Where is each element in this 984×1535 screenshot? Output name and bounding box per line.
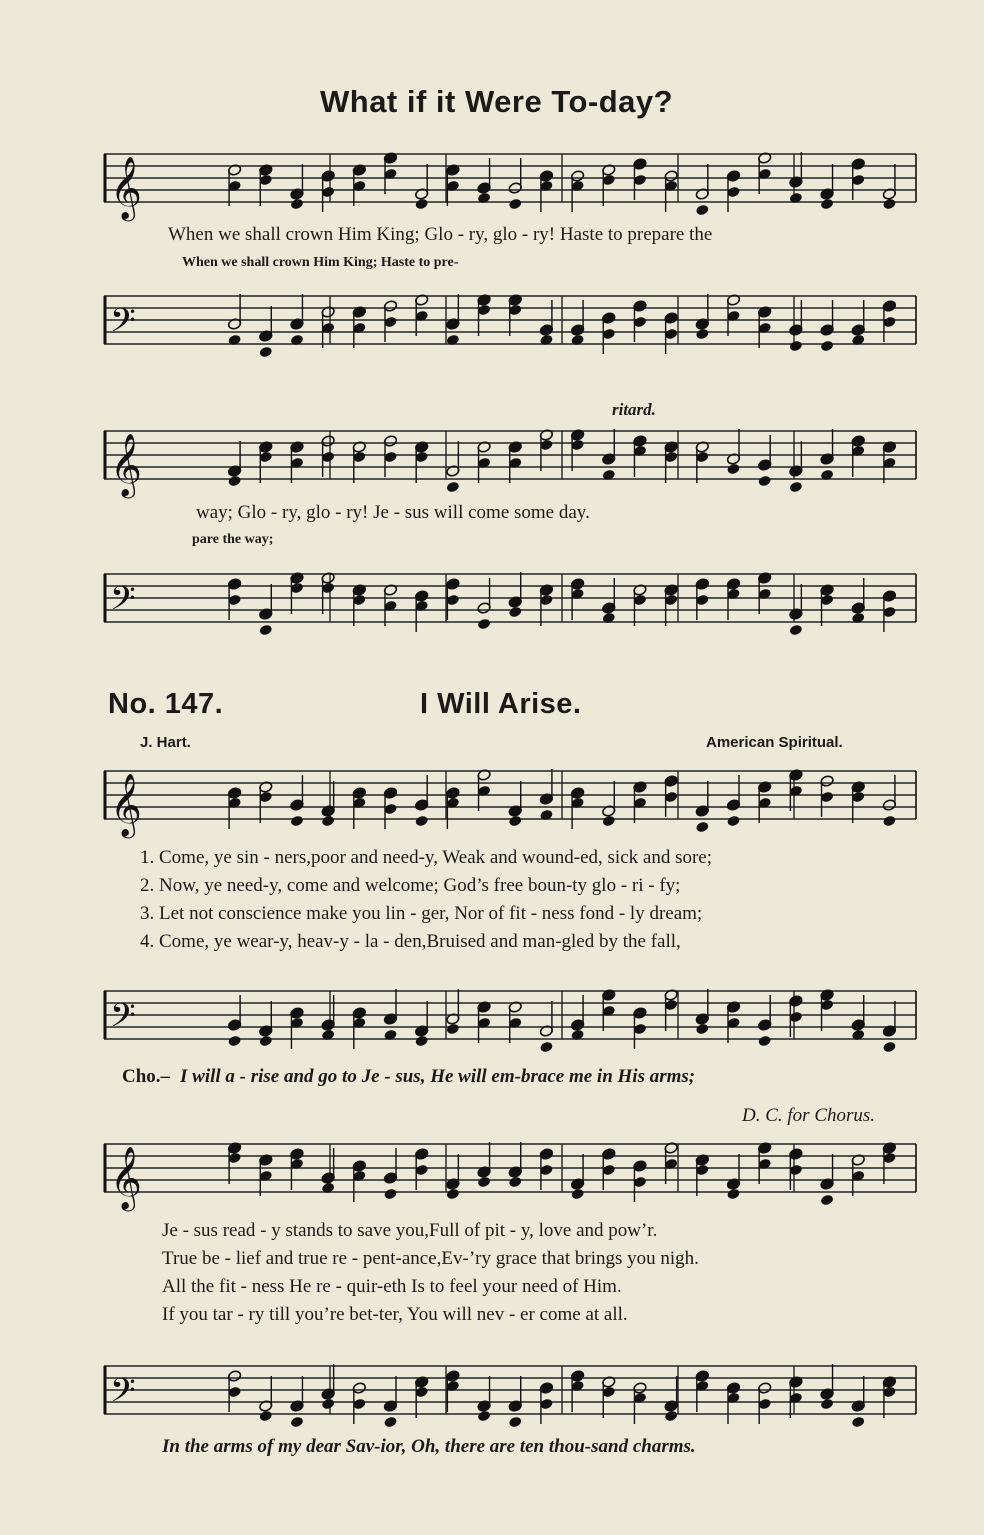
svg-text:𝄢: 𝄢 — [110, 580, 136, 626]
verse-line: 1. Come, ye sin - ners,poor and need-y, Weak and wound-ed, sick and sore; — [140, 847, 713, 868]
hymn1-tempo-ritard: ritard. — [612, 400, 656, 419]
dc-for-chorus: D. C. for Chorus. — [742, 1105, 876, 1126]
hymn2-system2-bass-staff — [104, 1360, 920, 1418]
chorus-label: Cho.– — [122, 1066, 171, 1087]
hymn1-system2-lyric-line1: way; Glo - ry, glo - ry! Je - sus will come some day. — [196, 502, 590, 523]
hymn2-title: I Will Arise. — [420, 688, 582, 720]
hymn1-system1-lyric-line2: When we shall crown Him King; Haste to pre- — [182, 255, 459, 270]
hymn2-system1-bass-staff — [104, 985, 920, 1043]
chorus-lyric-line1: I will a - rise and go to Je - sus, He will em-brace me in His arms; — [180, 1066, 696, 1087]
hymn2-composer: American Spiritual. — [706, 734, 843, 751]
hymn1-system1-treble-staff — [104, 148, 920, 219]
svg-text:𝄞: 𝄞 — [110, 773, 142, 836]
hymn2-number: No. 147. — [108, 688, 224, 720]
svg-text:𝄢: 𝄢 — [110, 302, 136, 348]
chorus-lyric-line2: In the arms of my dear Sav-ior, Oh, there are ten thou-sand charms. — [162, 1436, 696, 1457]
verse-line: Je - sus read - y stands to save you,Full of pit - y, love and pow’r. — [162, 1220, 658, 1241]
verse-line: 2. Now, ye need-y, come and welcome; God’s free boun-ty glo - ri - fy; — [140, 875, 681, 896]
hymn1-system1-lyric-line1: When we shall crown Him King; Glo - ry, glo - ry! Haste to prepare the — [168, 224, 713, 245]
verse-line: If you tar - ry till you’re bet-ter, You will nev - er come at all. — [162, 1304, 628, 1325]
hymn1-system1-bass-staff — [104, 290, 920, 350]
svg-text:𝄞: 𝄞 — [110, 156, 142, 219]
hymn2-system1-treble-staff — [104, 765, 920, 836]
svg-text:𝄞: 𝄞 — [110, 1146, 142, 1209]
hymn2-system2-treble-staff — [104, 1138, 920, 1209]
svg-text:𝄞: 𝄞 — [110, 433, 142, 496]
svg-text:𝄢: 𝄢 — [110, 1372, 136, 1418]
verse-line: 3. Let not conscience make you lin - ger, Nor of fit - ness fond - ly dream; — [140, 903, 703, 924]
svg-text:𝄢: 𝄢 — [110, 997, 136, 1043]
verse-line: True be - lief and true re - pent-ance,Ev-’ry grace that brings you nigh. — [162, 1248, 699, 1269]
hymn1-system2-treble-staff — [104, 425, 920, 496]
verse-line: 4. Come, ye wear-y, heav-y - la - den,Bruised and man-gled by the fall, — [140, 931, 681, 952]
hymn1-system2-bass-staff — [104, 568, 920, 628]
verse-line: All the fit - ness He re - quir-eth Is to feel your need of Him. — [162, 1276, 622, 1297]
hymn2-author: J. Hart. — [140, 734, 191, 751]
hymn1-title: What if it Were To-day? — [320, 84, 674, 119]
hymn1-system2-lyric-line2: pare the way; — [192, 532, 274, 547]
